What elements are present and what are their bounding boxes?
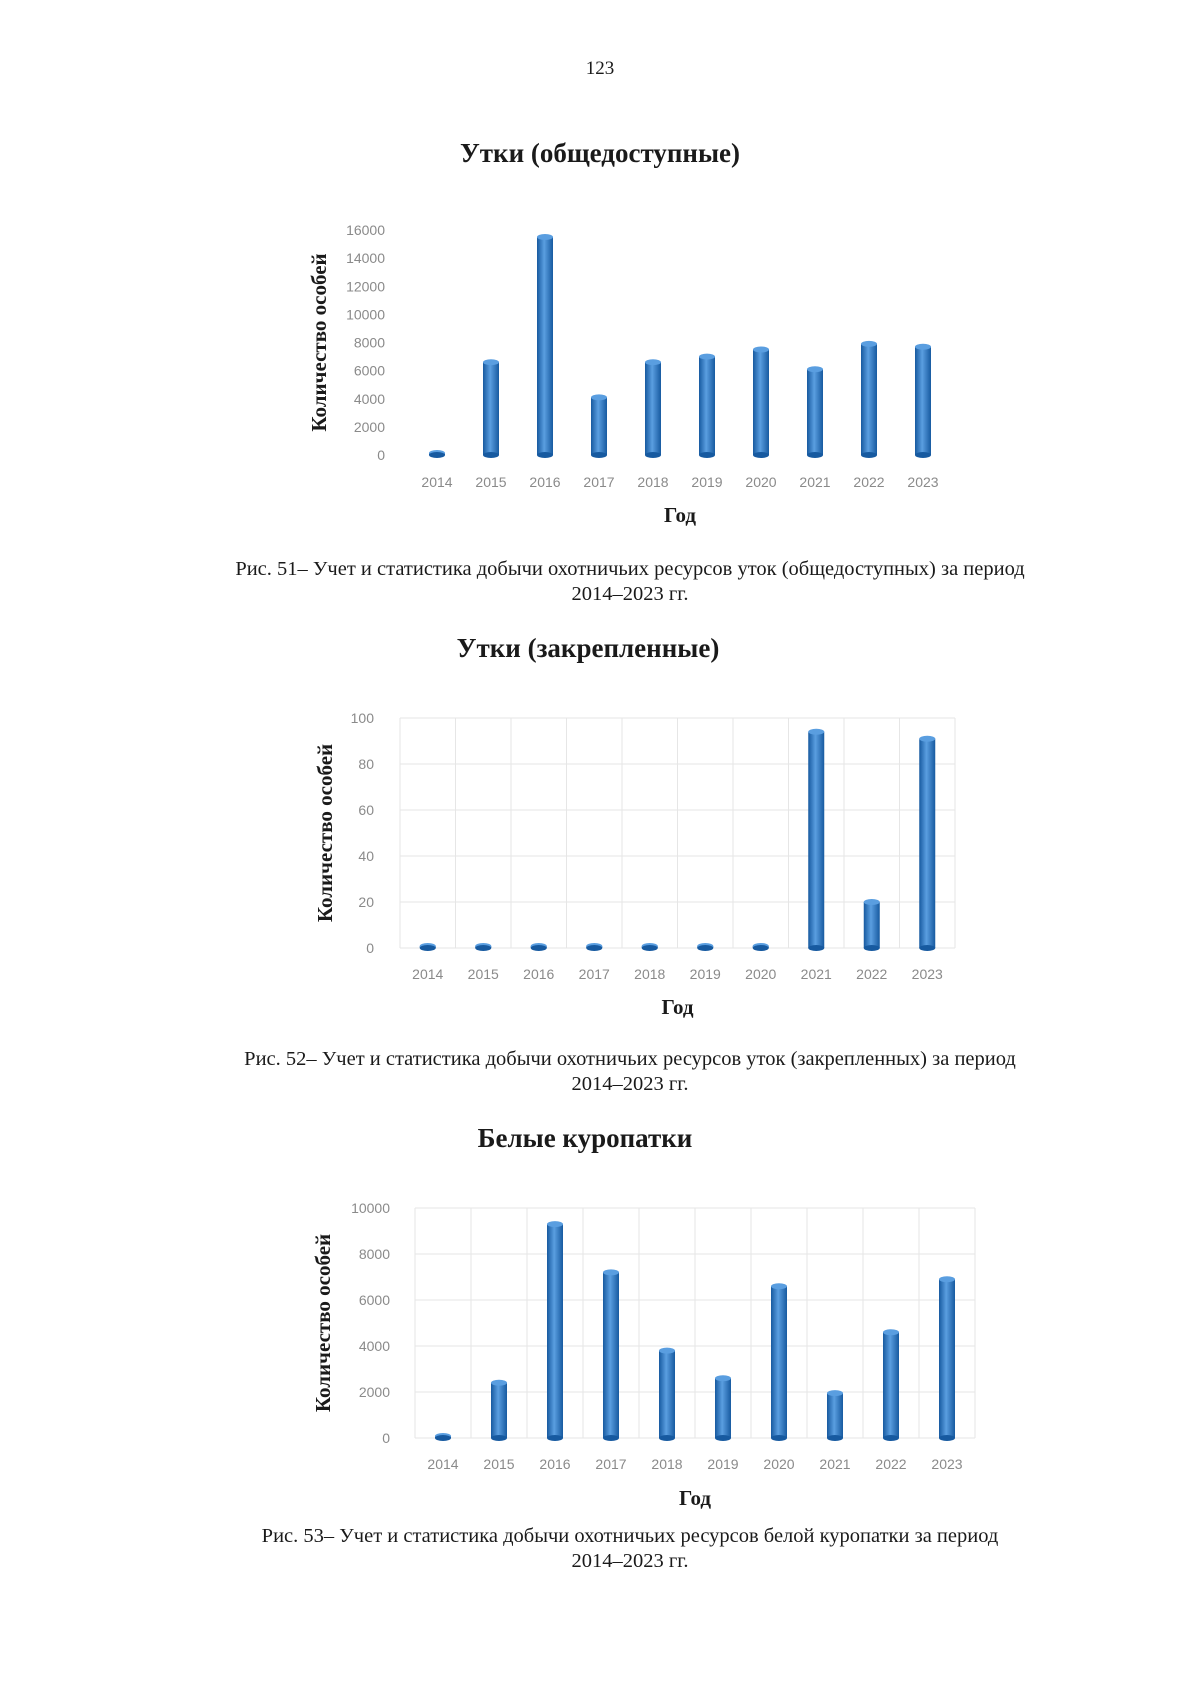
x-tick-label: 2016	[523, 966, 555, 982]
caption-53	[150, 1524, 1110, 1574]
bar-body	[659, 1351, 675, 1438]
chart-title: Белые куропатки	[477, 1123, 693, 1153]
bar-2020	[771, 1283, 787, 1441]
y-tick-label: 0	[382, 1430, 390, 1446]
x-tick-label: 2015	[483, 1456, 515, 1472]
y-tick-label: 100	[350, 710, 374, 726]
bar-2022	[883, 1329, 899, 1441]
x-tick-label: 2022	[853, 474, 885, 490]
bar-base	[715, 1435, 731, 1441]
x-tick-label: 2018	[637, 474, 669, 490]
y-tick-label: 2000	[358, 1384, 390, 1400]
y-tick-label: 8000	[353, 334, 385, 351]
x-tick-label: 2014	[427, 1456, 459, 1472]
bar-2018	[659, 1348, 675, 1441]
y-tick-label: 16000	[346, 222, 385, 238]
y-tick-label: 40	[358, 848, 374, 864]
bar-body	[771, 1286, 787, 1438]
bar-base	[939, 1435, 955, 1441]
page-number: 123	[585, 58, 615, 79]
x-tick-label: 2017	[583, 474, 615, 490]
bar-base	[491, 1435, 507, 1441]
y-tick-label: 6000	[353, 362, 385, 379]
bar-body	[491, 1383, 507, 1438]
x-tick-label: 2020	[763, 1456, 795, 1472]
y-axis-label: Количество особей	[313, 743, 337, 923]
bar-body	[939, 1279, 955, 1438]
bar-2017	[603, 1269, 619, 1441]
bar-body	[547, 1224, 563, 1438]
caption-51-line2: 2014–2023 гг.	[571, 583, 689, 605]
bar-top	[547, 1221, 563, 1227]
x-tick-label: 2021	[800, 966, 832, 982]
bar-2015	[491, 1380, 507, 1441]
x-tick-label: 2020	[745, 474, 777, 490]
x-tick-label: 2021	[799, 474, 831, 490]
y-tick-label: 20	[358, 894, 374, 910]
y-tick-label: 0	[366, 940, 374, 956]
x-tick-label: 2023	[907, 474, 939, 490]
bar-top	[603, 1269, 619, 1275]
x-tick-label: 2019	[707, 1456, 739, 1472]
bar-top	[939, 1276, 955, 1282]
x-tick-label: 2022	[856, 966, 888, 982]
x-tick-label: 2019	[689, 966, 721, 982]
bar-base	[547, 1435, 563, 1441]
x-axis-label: Год	[661, 995, 694, 1019]
y-tick-label: 10000	[346, 306, 385, 323]
x-tick-label: 2015	[475, 474, 507, 490]
bar-base	[827, 1435, 843, 1441]
bar-base	[435, 1435, 451, 1441]
y-tick-label: 10000	[351, 1200, 390, 1216]
caption-51-line1: Рис. 51– Учет и статистика добычи охотничьих ресурсов уток (общедоступных) за период	[235, 558, 1025, 580]
x-tick-label: 2017	[578, 966, 610, 982]
bar-top	[883, 1329, 899, 1335]
y-tick-label: 2000	[353, 418, 385, 435]
x-tick-label: 2023	[911, 966, 943, 982]
bar-top	[659, 1348, 675, 1354]
bar-base	[883, 1435, 899, 1441]
x-tick-label: 2020	[745, 966, 777, 982]
x-tick-label: 2016	[539, 1456, 571, 1472]
x-tick-label: 2016	[529, 474, 561, 490]
chart-title: Утки (общедоступные)	[459, 138, 741, 168]
y-tick-label: 4000	[353, 390, 385, 407]
caption-53-line2: 2014–2023 гг.	[571, 1550, 689, 1572]
bar-base	[603, 1435, 619, 1441]
x-tick-label: 2018	[634, 966, 666, 982]
caption-53-line1: Рис. 53– Учет и статистика добычи охотничьих ресурсов белой куропатки за период	[261, 1525, 999, 1547]
x-tick-label: 2014	[421, 474, 453, 490]
caption-52-line1: Рис. 52– Учет и статистика добычи охотничьих ресурсов уток (закрепленных) за период	[244, 1048, 1016, 1070]
y-tick-label: 80	[358, 756, 374, 772]
bar-body	[883, 1332, 899, 1438]
bar-body	[603, 1272, 619, 1438]
y-tick-label: 60	[358, 802, 374, 818]
x-tick-label: 2022	[875, 1456, 907, 1472]
y-axis-label: Количество особей	[307, 253, 331, 432]
y-axis-label: Количество особей	[311, 1233, 335, 1413]
y-tick-label: 14000	[346, 250, 385, 267]
y-tick-label: 6000	[358, 1292, 390, 1308]
chart-title: Утки (закрепленные)	[456, 633, 720, 663]
x-axis-label: Год	[678, 1486, 712, 1510]
bar-top	[827, 1390, 843, 1396]
x-tick-label: 2021	[819, 1456, 851, 1472]
y-tick-label: 8000	[358, 1246, 390, 1262]
bar-2021	[827, 1390, 843, 1441]
bar-body	[715, 1378, 731, 1438]
y-tick-label: 0	[377, 447, 385, 463]
y-tick-label: 12000	[346, 278, 385, 295]
x-tick-label: 2015	[467, 966, 499, 982]
x-tick-label: 2017	[595, 1456, 627, 1472]
x-tick-label: 2023	[931, 1456, 963, 1472]
bar-2023	[939, 1276, 955, 1441]
bar-top	[771, 1283, 787, 1289]
caption-52-line2: 2014–2023 гг.	[571, 1073, 689, 1095]
x-tick-label: 2019	[691, 474, 723, 490]
bar-base	[659, 1435, 675, 1441]
bar-top	[715, 1375, 731, 1381]
bar-2014	[435, 1433, 451, 1441]
x-axis-label: Год	[663, 503, 697, 527]
y-tick-label: 4000	[358, 1338, 390, 1354]
x-tick-label: 2014	[412, 966, 444, 982]
bar-2016	[547, 1221, 563, 1441]
bar-base	[771, 1435, 787, 1441]
bar-top	[491, 1380, 507, 1386]
bar-body	[827, 1393, 843, 1438]
x-tick-label: 2018	[651, 1456, 683, 1472]
bar-2019	[715, 1375, 731, 1441]
